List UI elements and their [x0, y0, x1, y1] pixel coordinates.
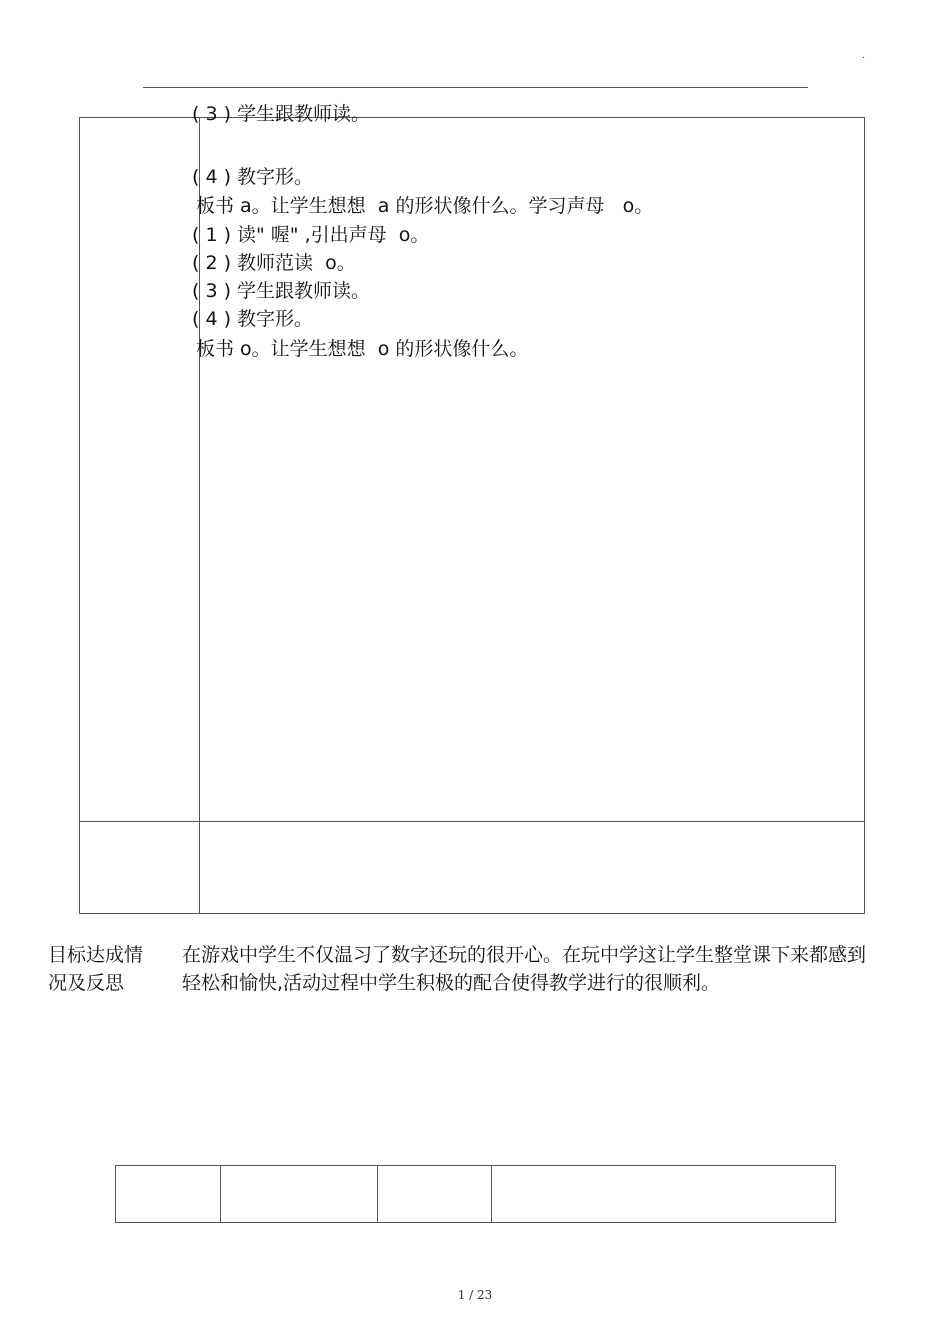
signature-table	[115, 1165, 836, 1223]
reflection-text: 在游戏中学生不仅温习了数字还玩的很开心。在玩中学这让学生整堂课下来都感到轻松和愉快,活动过程中学生积极的配合使得教学进行的很顺利。	[182, 944, 867, 994]
step-line: ( 3 ) 学生跟教师读。	[192, 103, 371, 125]
step-line: 板书 o。让学生想想 o 的形状像什么。	[196, 338, 529, 360]
step-line: ( 1 ) 读" 喔" ,引出声母 o。	[192, 224, 430, 246]
corner-mark: .	[862, 50, 866, 61]
signature-table-divider	[220, 1165, 221, 1223]
reflection-label	[48, 941, 168, 997]
reflection-label-line: 况及反思	[48, 972, 125, 994]
signature-table-divider	[377, 1165, 378, 1223]
step-line: ( 2 ) 教师范读 o。	[192, 252, 356, 274]
header-rule	[143, 87, 808, 88]
signature-table-divider	[491, 1165, 492, 1223]
step-line: ( 3 ) 学生跟教师读。	[192, 280, 371, 302]
page-number: 1 / 23	[457, 1288, 493, 1302]
step-line: ( 4 ) 教字形。	[192, 308, 314, 330]
reflection-label-line: 目标达成情	[48, 944, 144, 966]
lesson-table-row-divider	[79, 821, 865, 822]
step-line: ( 4 ) 教字形。	[192, 166, 314, 188]
step-line: 板书 a。让学生想想 a 的形状像什么。学习声母 o。	[196, 195, 654, 217]
